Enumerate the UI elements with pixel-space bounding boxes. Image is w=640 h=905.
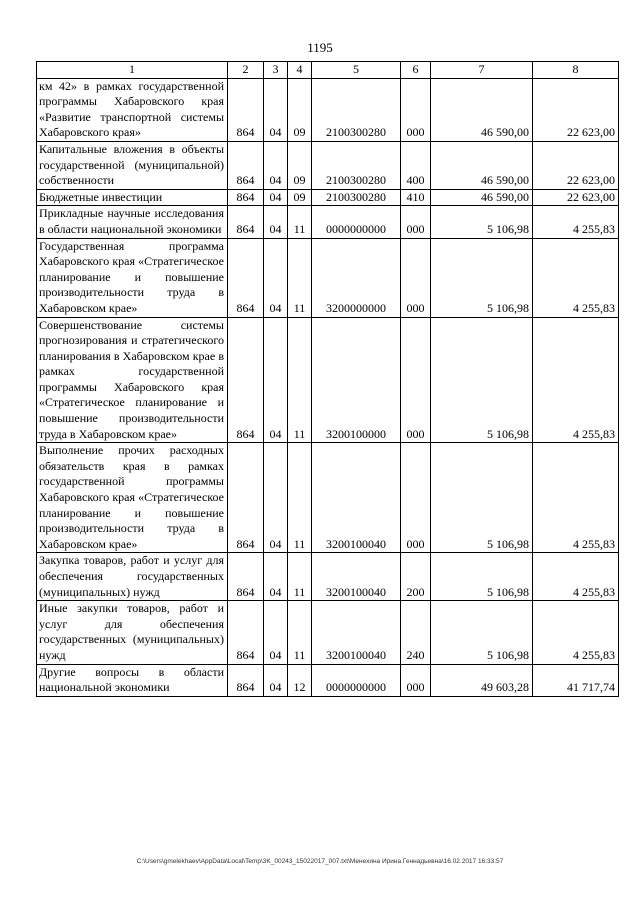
cell-planned: 5 106,98 (431, 206, 533, 238)
col-header: 7 (431, 62, 533, 79)
cell-planned: 46 590,00 (431, 78, 533, 141)
cell-section: 04 (264, 664, 288, 696)
cell-planned: 46 590,00 (431, 141, 533, 189)
cell-expense-type: 000 (401, 443, 431, 553)
cell-subsection: 11 (288, 443, 312, 553)
table-row (37, 238, 619, 317)
row-name: Государственная программа Хабаровского края «Стратегическое планирование и повышение производительности труда в Хабаровском крае» (37, 238, 228, 317)
cell-section: 04 (264, 141, 288, 189)
header-row (37, 62, 619, 79)
cell-section: 04 (264, 601, 288, 664)
cell-admin-code: 864 (228, 238, 264, 317)
col-header: 4 (288, 62, 312, 79)
cell-target-item: 3200100040 (312, 601, 401, 664)
cell-executed: 22 623,00 (533, 78, 619, 141)
row-name: Бюджетные инвестиции (37, 189, 228, 206)
cell-admin-code: 864 (228, 189, 264, 206)
cell-subsection: 11 (288, 553, 312, 601)
cell-admin-code: 864 (228, 317, 264, 443)
budget-table (36, 61, 619, 697)
cell-subsection: 11 (288, 317, 312, 443)
cell-subsection: 11 (288, 238, 312, 317)
cell-planned: 5 106,98 (431, 443, 533, 553)
cell-planned: 5 106,98 (431, 238, 533, 317)
row-name: Капитальные вложения в объекты государственной (муниципальной) собственности (37, 141, 228, 189)
row-name: Иные закупки товаров, работ и услуг для обеспечения государственных (муниципальных) нужд (37, 601, 228, 664)
table-row (37, 664, 619, 696)
cell-subsection: 09 (288, 141, 312, 189)
cell-subsection: 11 (288, 206, 312, 238)
col-header: 5 (312, 62, 401, 79)
cell-executed: 4 255,83 (533, 443, 619, 553)
table-row (37, 78, 619, 141)
cell-admin-code: 864 (228, 206, 264, 238)
cell-executed: 4 255,83 (533, 317, 619, 443)
cell-target-item: 2100300280 (312, 141, 401, 189)
cell-expense-type: 000 (401, 78, 431, 141)
cell-executed: 22 623,00 (533, 141, 619, 189)
cell-admin-code: 864 (228, 553, 264, 601)
row-name: Выполнение прочих расходных обязательств края в рамках государственной программы Хабаровского края «Стратегическое планирование и повышение производительности труда в Хабаровском крае» (37, 443, 228, 553)
cell-executed: 41 717,74 (533, 664, 619, 696)
cell-planned: 5 106,98 (431, 601, 533, 664)
row-name: Другие вопросы в области национальной экономики (37, 664, 228, 696)
cell-section: 04 (264, 78, 288, 141)
cell-planned: 49 603,28 (431, 664, 533, 696)
cell-executed: 4 255,83 (533, 238, 619, 317)
table-row (37, 553, 619, 601)
cell-section: 04 (264, 238, 288, 317)
cell-target-item: 2100300280 (312, 189, 401, 206)
cell-subsection: 11 (288, 601, 312, 664)
cell-target-item: 3200000000 (312, 238, 401, 317)
row-name: км 42» в рамках государственной программы Хабаровского края «Развитие транспортной системы Хабаровского края» (37, 78, 228, 141)
cell-admin-code: 864 (228, 141, 264, 189)
table-row (37, 189, 619, 206)
cell-expense-type: 400 (401, 141, 431, 189)
cell-expense-type: 000 (401, 238, 431, 317)
cell-section: 04 (264, 553, 288, 601)
cell-executed: 22 623,00 (533, 189, 619, 206)
cell-target-item: 2100300280 (312, 78, 401, 141)
cell-executed: 4 255,83 (533, 206, 619, 238)
cell-target-item: 0000000000 (312, 664, 401, 696)
cell-admin-code: 864 (228, 664, 264, 696)
cell-section: 04 (264, 189, 288, 206)
cell-admin-code: 864 (228, 601, 264, 664)
cell-planned: 5 106,98 (431, 553, 533, 601)
cell-target-item: 3200100040 (312, 443, 401, 553)
row-name: Прикладные научные исследования в области национальной экономики (37, 206, 228, 238)
cell-expense-type: 000 (401, 664, 431, 696)
col-header: 3 (264, 62, 288, 79)
col-header: 2 (228, 62, 264, 79)
cell-planned: 5 106,98 (431, 317, 533, 443)
table-row (37, 443, 619, 553)
col-header: 6 (401, 62, 431, 79)
cell-section: 04 (264, 317, 288, 443)
table-row (37, 317, 619, 443)
cell-target-item: 3200100000 (312, 317, 401, 443)
col-header: 1 (37, 62, 228, 79)
cell-section: 04 (264, 206, 288, 238)
cell-expense-type: 200 (401, 553, 431, 601)
cell-subsection: 09 (288, 189, 312, 206)
cell-section: 04 (264, 443, 288, 553)
table-row (37, 141, 619, 189)
cell-executed: 4 255,83 (533, 553, 619, 601)
col-header: 8 (533, 62, 619, 79)
cell-subsection: 09 (288, 78, 312, 141)
row-name: Совершенствование системы прогнозирования и стратегического планирования в Хабаровском крае в рамках государственной программы Хабаровского края «Стратегическое планирование и повышение производительности труда в Хабаровском крае» (37, 317, 228, 443)
cell-target-item: 3200100040 (312, 553, 401, 601)
cell-expense-type: 240 (401, 601, 431, 664)
table-row (37, 206, 619, 238)
table-row (37, 601, 619, 664)
cell-target-item: 0000000000 (312, 206, 401, 238)
cell-subsection: 12 (288, 664, 312, 696)
cell-expense-type: 000 (401, 317, 431, 443)
cell-admin-code: 864 (228, 78, 264, 141)
cell-expense-type: 410 (401, 189, 431, 206)
row-name: Закупка товаров, работ и услуг для обеспечения государственных (муниципальных) нужд (37, 553, 228, 601)
cell-planned: 46 590,00 (431, 189, 533, 206)
cell-expense-type: 000 (401, 206, 431, 238)
page-number: 1195 (307, 40, 333, 55)
cell-executed: 4 255,83 (533, 601, 619, 664)
cell-admin-code: 864 (228, 443, 264, 553)
file-path-footer: C:\Users\gmelekhaev\AppData\Local\Temp\3K_00243_15022017_007.txt\Менехина Ирина Геннадьевна\16.02.2017 16:33:57 (136, 858, 504, 865)
